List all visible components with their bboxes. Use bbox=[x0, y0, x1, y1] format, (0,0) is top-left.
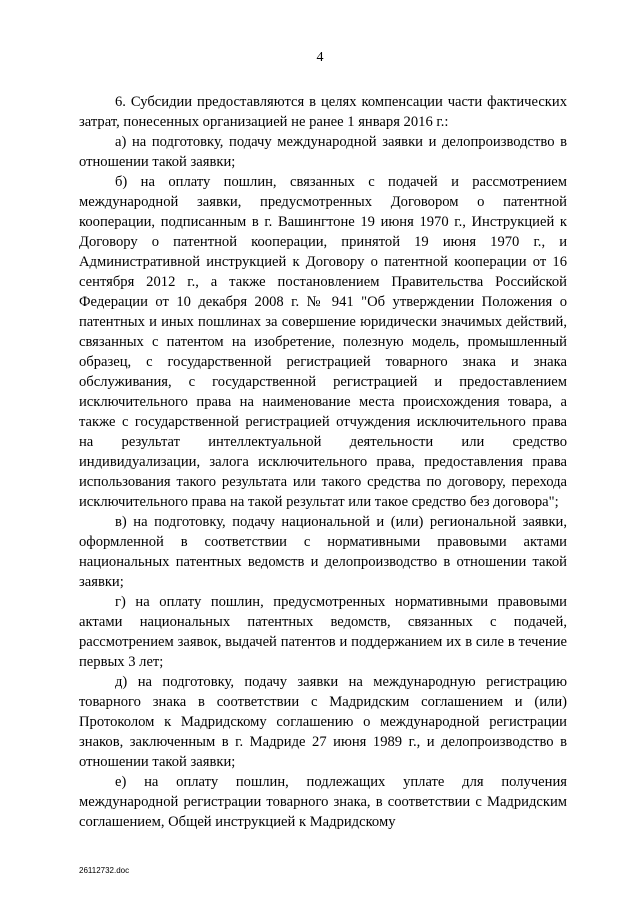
paragraph-item-v: в) на подготовку, подачу национальной и (или) региональной заявки, оформленной в соответствии с нормативными правовыми актами национальных патентных ведомств и делопроизводство в отношении такой заявки; bbox=[79, 514, 567, 590]
page-number: 4 bbox=[316, 50, 324, 65]
document-body bbox=[79, 92, 567, 832]
paragraph-item-e: е) на оплату пошлин, подлежащих уплате для получения международной регистрации товарного знака, в соответствии с Мадридским соглашением, Общей инструкцией к Мадридскому bbox=[79, 774, 567, 830]
footer-file-name: 26112732.doc bbox=[79, 866, 130, 875]
paragraph-6-intro: 6. Субсидии предоставляются в целях компенсации части фактических затрат, понесенных организацией не ранее 1 января 2016 г.: bbox=[79, 94, 567, 130]
paragraph-item-a: а) на подготовку, подачу международной заявки и делопроизводство в отношении такой заявки; bbox=[79, 134, 567, 170]
paragraph-item-b: б) на оплату пошлин, связанных с подачей и рассмотрением международной заявки, предусмотренных Договором о патентной кооперации, подписанным в г. Вашингтоне 19 июня 1970 г., Инструкцией к Договору о патентной кооперации, принятой 19 июня 1970 г., и Административной инструкцией к Договору о патентной кооперации от 16 сентября 2012 г., а также постановлением Правительства Российской Федерации от 10 декабря 2008 г. № 941 "Об утверждении Положения о патентных и иных пошлинах за совершение юридически значимых действий, связанных с патентом на изобретение, полезную модель, промышленный образец, с государственной регистрацией товарного знака и знака обслуживания, с государственной регистрацией и предоставлением исключительного права на наименование места происхождения товара, а также с государственной регистрацией отчуждения исключительного права на результат интеллектуальной деятельности или средство индивидуализации, залога исключительного права, предоставления права использования такого результата или такого средства по договору, перехода исключительного права на такой результат или такое средство без договора"; bbox=[79, 174, 567, 510]
paragraph-item-g: г) на оплату пошлин, предусмотренных нормативными правовыми актами национальных патентных ведомств, связанных с подачей, рассмотрением заявок, выдачей патентов и поддержанием их в силе в течение первых 3 лет; bbox=[79, 594, 567, 670]
paragraph-item-d: д) на подготовку, подачу заявки на международную регистрацию товарного знака в соответствии с Мадридским соглашением и (или) Протоколом к Мадридскому соглашению о международной регистрации знаков, заключенным в г. Мадриде 27 июня 1989 г., и делопроизводство в отношении такой заявки; bbox=[79, 674, 567, 770]
